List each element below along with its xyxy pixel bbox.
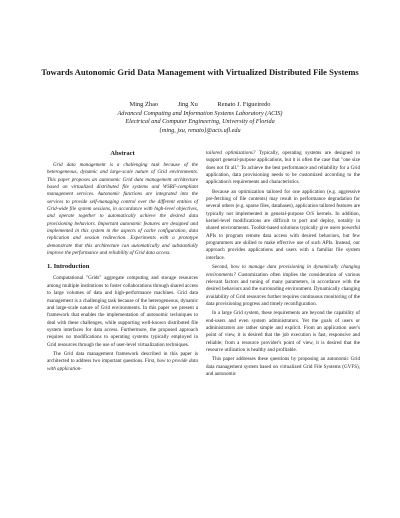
intro-paragraph: Computational "Grids" aggregate computing and storage resources among multiple institutions to foster collaborations through shared access to large volumes of data and high-performance machines. Grid data management is a challenging task because of the heterogeneous, dynamic and large-scale nature of Grid environments. In this paper we present a framework that enables the implementation of autonomic techniques to deal with these challenges, while supporting well-known distributed file system interfaces for data access. Furthermore, the proposed approach requires no modifications to operating systems typically employed in Grid resources through the use of user-level virtualization techniques. (47, 275, 198, 348)
abstract-text: Grid data management is a challenging task because of the heterogeneous, dynamic and large-scale nature of Grid environments. This paper proposes an autonomic Grid data management architecture based on virtualized distributed file systems and WSRF-compliant management services. Autonomic functions are integrated into the services to provide self-managing control over the different entities of Grid-wide file system sessions, in accordance with high-level objectives, and operate together to automatically achieve the desired data provisioning behaviors. Important autonomic features are designed and implemented in this system in the aspects of cache configuration, data replication and session redirection. Experiments with a prototype demonstrate that this architecture can automatically and substantially improve the performance and reliability of Grid data access. (47, 162, 198, 257)
author-emails: {ming, jxu, renato}@acis.ufl.edu (159, 126, 241, 134)
abstract-heading: Abstract (110, 150, 135, 157)
left-column (47, 150, 198, 375)
author-list (60, 100, 340, 109)
body-paragraph: Because an optimization tailored for one application (e.g. aggressive pre-fetching of file contents) may result in performance degradation for several others (e.g. sparse files, databases), application tailored features are typically not implemented in general-purpose O/S kernels. In addition, kernel-level modifications are difficult to port and deploy, notably in shared environments. Toolkit-based solutions typically give users powerful APIs to program remote data access with desired behaviors, but few programmers are skilled to make effective use of such APIs. Instead, our approach provides applications and users with a familiar file system interface. (206, 188, 360, 261)
author-name: Jing Xu (177, 101, 198, 108)
author-name: Renato J. Figueiredo (217, 101, 271, 108)
body-paragraph: Second, how to manage data provisioning in dynamically changing environments? Customization often implies the consideration of various relevant factors and tuning of many parameters, in accordance with the desired behaviors and the surrounding environment. Dynamically changing availability of Grid resources further requires continuous monitoring of the data provisioning progress and timely reconfiguration. (206, 264, 360, 307)
intro-paragraph: The Grid data management framework described in this paper is architected to address two important questions. First, how to provide data with application- (47, 350, 199, 372)
section-heading-introduction: 1. Introduction (47, 263, 90, 271)
affiliation-university: Electrical and Computer Engineering, University of Florida (125, 118, 275, 126)
body-paragraph: This paper addresses these questions by proposing an autonomic Grid data management system based on virtualized Grid File Systems (GVFS), and autonomic (206, 356, 360, 377)
body-paragraph: tailored optimizations? Typically, operating systems are designed to support general-purpose applications, but it is often the case that "one size does not fit all." To achieve the best performance and reliability for a Grid application, data provisioning needs to be customized according to the application's requirements and characteristics. (206, 150, 361, 186)
right-column (206, 150, 360, 380)
affiliation-lab: Advanced Computing and Information Systems Laboratory (ACIS) (117, 110, 283, 117)
body-paragraph: In a large Grid system, these requirements are beyond the capability of end-users and even system administrators. Yet the goals of users or administrators are rather simple and explicit. From an application user's point of view, it is desired that the job execution is fast, responsive and reliable; from a resource provider's point of view, it is desired that the resource utilization is healthy and profitable. (206, 310, 360, 353)
paper-title: Towards Autonomic Grid Data Management with Virtualized Distributed File Systems (41, 67, 359, 77)
affiliation (50, 110, 350, 135)
author-name: Ming Zhao (129, 101, 159, 108)
